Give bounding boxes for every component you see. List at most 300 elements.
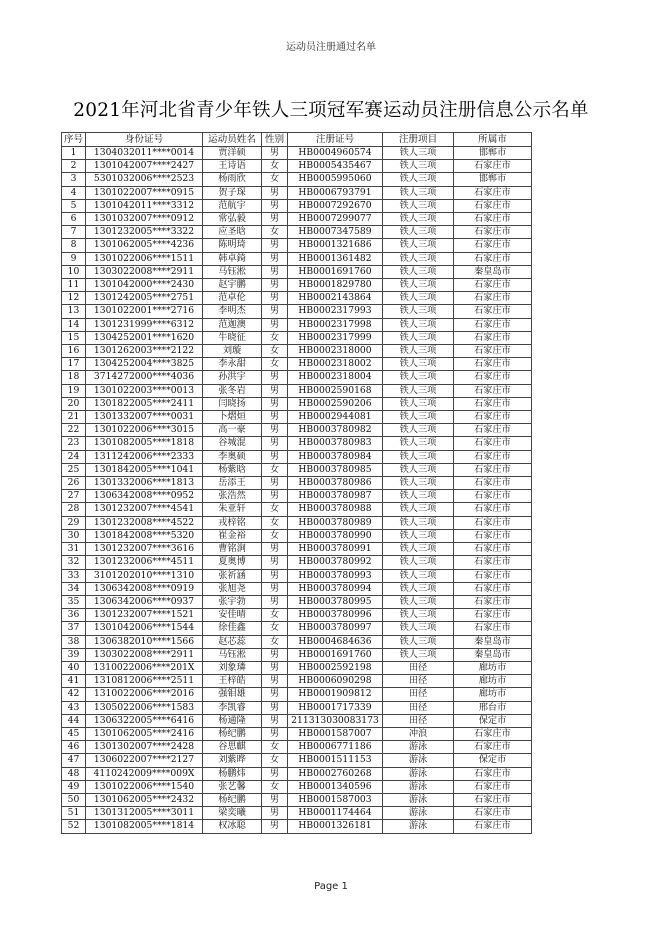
cell-registration-number: HB0002317999 [288,331,383,344]
cell-seq-number: 44 [62,714,86,727]
cell-id-number: 3101202010****1310 [86,569,203,582]
cell-id-number: 1304252004****3825 [86,358,203,371]
cell-seq-number: 31 [62,543,86,556]
cell-registration-number: HB0001174464 [288,807,383,820]
cell-registration-event: 铁人三项 [383,516,454,529]
cell-seq-number: 38 [62,635,86,648]
cell-athlete-name: 杨通隆 [203,714,262,727]
cell-athlete-name: 李奥硕 [203,450,262,463]
cell-city: 石家庄市 [454,741,532,754]
column-header-city: 所属市 [454,133,532,147]
table-row [62,331,532,344]
cell-id-number: 1301332007****0031 [86,411,203,424]
cell-seq-number: 29 [62,516,86,529]
cell-gender: 男 [262,820,288,833]
cell-registration-event: 铁人三项 [383,529,454,542]
cell-city: 石家庄市 [454,793,532,806]
table-row [62,582,532,595]
cell-seq-number: 4 [62,186,86,199]
cell-seq-number: 12 [62,292,86,305]
cell-seq-number: 34 [62,582,86,595]
cell-athlete-name: 范卓伦 [203,292,262,305]
cell-id-number: 1301022006****3015 [86,424,203,437]
table-row [62,516,532,529]
cell-seq-number: 33 [62,569,86,582]
cell-city: 廊坊市 [454,675,532,688]
cell-registration-number: HB0001326181 [288,820,383,833]
cell-city: 石家庄市 [454,516,532,529]
table-row [62,820,532,833]
cell-registration-number: HB0004960574 [288,147,383,160]
cell-registration-event: 游泳 [383,793,454,806]
cell-id-number: 5301032006****2523 [86,173,203,186]
cell-gender: 男 [262,569,288,582]
cell-registration-event: 铁人三项 [383,477,454,490]
cell-gender: 男 [262,648,288,661]
cell-athlete-name: 韩卓錡 [203,252,262,265]
table-row [62,265,532,278]
cell-registration-event: 铁人三项 [383,397,454,410]
cell-gender: 男 [262,807,288,820]
cell-id-number: 1311242006****2333 [86,450,203,463]
cell-gender: 男 [262,186,288,199]
table-row [62,622,532,635]
table-row [62,727,532,740]
cell-seq-number: 23 [62,437,86,450]
cell-id-number: 1306022007****2127 [86,754,203,767]
cell-athlete-name: 张旭尧 [203,582,262,595]
table-body [62,147,532,834]
cell-city: 石家庄市 [454,371,532,384]
cell-id-number: 1304032011****0014 [86,147,203,160]
registration-table [61,132,532,834]
cell-athlete-name: 马钰淞 [203,648,262,661]
cell-registration-number: HB0002318000 [288,345,383,358]
cell-id-number: 1310022006****2016 [86,688,203,701]
cell-gender: 男 [262,701,288,714]
cell-gender: 男 [262,477,288,490]
cell-city: 石家庄市 [454,384,532,397]
cell-city: 石家庄市 [454,437,532,450]
cell-seq-number: 20 [62,397,86,410]
cell-registration-event: 铁人三项 [383,265,454,278]
cell-registration-number: HB0006090298 [288,675,383,688]
cell-athlete-name: 杨纪鹏 [203,793,262,806]
cell-seq-number: 49 [62,780,86,793]
cell-seq-number: 15 [62,331,86,344]
cell-registration-event: 铁人三项 [383,371,454,384]
cell-seq-number: 36 [62,609,86,622]
cell-registration-event: 铁人三项 [383,556,454,569]
cell-seq-number: 50 [62,793,86,806]
table-row [62,807,532,820]
cell-city: 石家庄市 [454,186,532,199]
cell-registration-event: 铁人三项 [383,424,454,437]
cell-gender: 男 [262,450,288,463]
table-row [62,793,532,806]
cell-seq-number: 35 [62,595,86,608]
cell-seq-number: 14 [62,318,86,331]
cell-registration-number: HB0001361482 [288,252,383,265]
cell-gender: 男 [262,318,288,331]
cell-athlete-name: 孙洪宇 [203,371,262,384]
cell-city: 石家庄市 [454,582,532,595]
cell-registration-number: HB0002590168 [288,384,383,397]
table-row [62,252,532,265]
cell-athlete-name: 张冬岩 [203,384,262,397]
table-row [62,741,532,754]
cell-seq-number: 6 [62,213,86,226]
cell-city: 石家庄市 [454,595,532,608]
cell-gender: 男 [262,252,288,265]
table-row [62,411,532,424]
cell-id-number: 1306382010****1566 [86,635,203,648]
cell-seq-number: 5 [62,199,86,212]
cell-seq-number: 46 [62,741,86,754]
cell-seq-number: 11 [62,279,86,292]
cell-city: 石家庄市 [454,213,532,226]
cell-gender: 女 [262,754,288,767]
cell-athlete-name: 谷城混 [203,437,262,450]
cell-athlete-name: 陈明琦 [203,239,262,252]
cell-registration-event: 铁人三项 [383,345,454,358]
cell-registration-number: HB0006793791 [288,186,383,199]
cell-registration-event: 铁人三项 [383,622,454,635]
cell-athlete-name: 张宇勃 [203,595,262,608]
cell-gender: 男 [262,371,288,384]
cell-registration-event: 铁人三项 [383,186,454,199]
cell-athlete-name: 杨纪鹏 [203,727,262,740]
cell-registration-number: HB0001717339 [288,701,383,714]
table-row [62,714,532,727]
cell-gender: 男 [262,384,288,397]
cell-registration-number: HB0002317993 [288,305,383,318]
cell-registration-number: HB0003780983 [288,437,383,450]
cell-seq-number: 27 [62,490,86,503]
cell-id-number: 1306322005****6416 [86,714,203,727]
column-header-seq-number: 序号 [62,133,86,147]
cell-id-number: 1301082005****1814 [86,820,203,833]
cell-seq-number: 24 [62,450,86,463]
cell-city: 石家庄市 [454,477,532,490]
table-row [62,424,532,437]
cell-athlete-name: 卜熠烜 [203,411,262,424]
cell-id-number: 1301022001****2716 [86,305,203,318]
cell-gender: 女 [262,358,288,371]
cell-seq-number: 37 [62,622,86,635]
cell-registration-event: 铁人三项 [383,239,454,252]
cell-city: 石家庄市 [454,331,532,344]
cell-athlete-name: 曹铭涧 [203,543,262,556]
cell-registration-event: 铁人三项 [383,226,454,239]
cell-city: 石家庄市 [454,424,532,437]
cell-gender: 男 [262,661,288,674]
cell-id-number: 1301242005****2751 [86,292,203,305]
cell-athlete-name: 范迦澳 [203,318,262,331]
cell-city: 廊坊市 [454,661,532,674]
cell-gender: 女 [262,622,288,635]
table-row [62,635,532,648]
cell-registration-number: HB0006771186 [288,741,383,754]
cell-gender: 女 [262,173,288,186]
table-row [62,279,532,292]
cell-athlete-name: 赵芯蕊 [203,635,262,648]
cell-registration-event: 田径 [383,661,454,674]
cell-seq-number: 10 [62,265,86,278]
table-row [62,371,532,384]
cell-registration-event: 铁人三项 [383,331,454,344]
cell-athlete-name: 崔金裕 [203,529,262,542]
cell-athlete-name: 杨鹏炜 [203,767,262,780]
cell-id-number: 1301062005****2432 [86,793,203,806]
table-row [62,199,532,212]
cell-athlete-name: 常弘毅 [203,213,262,226]
cell-seq-number: 32 [62,556,86,569]
cell-registration-event: 铁人三项 [383,463,454,476]
cell-registration-event: 铁人三项 [383,503,454,516]
cell-registration-event: 铁人三项 [383,147,454,160]
cell-registration-number: HB0003780985 [288,463,383,476]
table-row [62,543,532,556]
cell-id-number: 1301262003****2122 [86,345,203,358]
table-row [62,450,532,463]
cell-registration-event: 铁人三项 [383,292,454,305]
cell-registration-number: HB0001321686 [288,239,383,252]
cell-registration-number: HB0003780997 [288,622,383,635]
cell-registration-event: 游泳 [383,820,454,833]
cell-gender: 女 [262,160,288,173]
table-row [62,173,532,186]
cell-seq-number: 9 [62,252,86,265]
cell-id-number: 1301042006****1544 [86,622,203,635]
cell-registration-number: 211313030083173 [288,714,383,727]
cell-city: 石家庄市 [454,490,532,503]
cell-id-number: 1306342008****0919 [86,582,203,595]
cell-seq-number: 42 [62,688,86,701]
cell-registration-event: 田径 [383,714,454,727]
cell-registration-number: HB0001587003 [288,793,383,806]
cell-athlete-name: 闫晓扬 [203,397,262,410]
cell-seq-number: 43 [62,701,86,714]
cell-city: 石家庄市 [454,450,532,463]
cell-athlete-name: 朱亚轩 [203,503,262,516]
cell-id-number: 1303022008****2911 [86,648,203,661]
cell-athlete-name: 王梓皓 [203,675,262,688]
cell-gender: 女 [262,516,288,529]
cell-id-number: 1301842008****5320 [86,529,203,542]
cell-registration-event: 铁人三项 [383,358,454,371]
cell-city: 石家庄市 [454,199,532,212]
cell-gender: 女 [262,331,288,344]
cell-id-number: 1301022006****1540 [86,780,203,793]
cell-gender: 男 [262,292,288,305]
cell-registration-event: 铁人三项 [383,199,454,212]
cell-city: 廊坊市 [454,688,532,701]
cell-id-number: 1301231999****6312 [86,318,203,331]
cell-city: 石家庄市 [454,807,532,820]
cell-athlete-name: 杨雨欣 [203,173,262,186]
cell-seq-number: 22 [62,424,86,437]
cell-city: 石家庄市 [454,358,532,371]
cell-seq-number: 2 [62,160,86,173]
cell-city: 石家庄市 [454,305,532,318]
cell-athlete-name: 李凯睿 [203,701,262,714]
cell-registration-number: HB0003780991 [288,543,383,556]
cell-seq-number: 26 [62,477,86,490]
cell-gender: 男 [262,147,288,160]
cell-seq-number: 13 [62,305,86,318]
cell-gender: 女 [262,780,288,793]
cell-athlete-name: 赵宇鹏 [203,279,262,292]
cell-registration-number: HB0001829780 [288,279,383,292]
cell-gender: 男 [262,490,288,503]
cell-city: 石家庄市 [454,569,532,582]
cell-seq-number: 41 [62,675,86,688]
table-row [62,384,532,397]
table-row [62,569,532,582]
cell-registration-number: HB0001340596 [288,780,383,793]
cell-registration-number: HB0005995060 [288,173,383,186]
cell-registration-event: 铁人三项 [383,635,454,648]
column-header-athlete-name: 运动员姓名 [203,133,262,147]
cell-registration-number: HB0001691760 [288,648,383,661]
cell-registration-event: 田径 [383,688,454,701]
cell-gender: 男 [262,714,288,727]
cell-city: 石家庄市 [454,727,532,740]
table-row [62,661,532,674]
cell-id-number: 1301022006****1511 [86,252,203,265]
cell-registration-number: HB0003780986 [288,477,383,490]
cell-city: 石家庄市 [454,609,532,622]
cell-athlete-name: 强钼雄 [203,688,262,701]
cell-id-number: 1301822005****2411 [86,397,203,410]
table-row [62,701,532,714]
cell-city: 邯郸市 [454,147,532,160]
table-row [62,437,532,450]
cell-registration-number: HB0003780993 [288,569,383,582]
cell-city: 石家庄市 [454,345,532,358]
cell-registration-event: 游泳 [383,767,454,780]
cell-id-number: 1310022006****201X [86,661,203,674]
cell-seq-number: 51 [62,807,86,820]
cell-gender: 男 [262,582,288,595]
cell-gender: 男 [262,543,288,556]
cell-athlete-name: 岳添王 [203,477,262,490]
table-row [62,397,532,410]
cell-registration-event: 铁人三项 [383,582,454,595]
cell-id-number: 1304252001****1620 [86,331,203,344]
cell-city: 邢台市 [454,701,532,714]
cell-registration-event: 铁人三项 [383,437,454,450]
cell-athlete-name: 安佳晴 [203,609,262,622]
cell-id-number: 1303022008****2911 [86,265,203,278]
cell-registration-number: HB0002143864 [288,292,383,305]
cell-athlete-name: 张浩然 [203,490,262,503]
cell-gender: 女 [262,503,288,516]
cell-seq-number: 30 [62,529,86,542]
cell-registration-event: 游泳 [383,780,454,793]
cell-id-number: 1301042000****2430 [86,279,203,292]
cell-registration-number: HB0002318002 [288,358,383,371]
cell-registration-event: 田径 [383,701,454,714]
cell-id-number: 1301062005****2416 [86,727,203,740]
cell-city: 石家庄市 [454,160,532,173]
cell-registration-number: HB0007292670 [288,199,383,212]
cell-gender: 男 [262,675,288,688]
cell-seq-number: 48 [62,767,86,780]
cell-athlete-name: 范航宇 [203,199,262,212]
cell-id-number: 1301032007****0912 [86,213,203,226]
cell-seq-number: 25 [62,463,86,476]
cell-city: 石家庄市 [454,226,532,239]
cell-registration-number: HB0003780996 [288,609,383,622]
cell-seq-number: 3 [62,173,86,186]
cell-gender: 男 [262,437,288,450]
cell-city: 石家庄市 [454,780,532,793]
cell-registration-event: 铁人三项 [383,543,454,556]
cell-city: 保定市 [454,714,532,727]
cell-gender: 女 [262,529,288,542]
cell-id-number: 1301022003****0013 [86,384,203,397]
cell-id-number: 1301302007****2428 [86,741,203,754]
cell-id-number: 1301232006****4511 [86,556,203,569]
cell-athlete-name: 梁奕曦 [203,807,262,820]
cell-athlete-name: 张祈涵 [203,569,262,582]
cell-athlete-name: 王诗语 [203,160,262,173]
cell-seq-number: 18 [62,371,86,384]
cell-athlete-name: 应圣晗 [203,226,262,239]
table-row [62,463,532,476]
table-row [62,226,532,239]
cell-athlete-name: 刘紫晔 [203,754,262,767]
cell-registration-event: 游泳 [383,741,454,754]
table-row [62,477,532,490]
cell-registration-number: HB0003780995 [288,595,383,608]
cell-id-number: 3714272000****4036 [86,371,203,384]
cell-id-number: 1306342008****0952 [86,490,203,503]
running-header: 运动员注册通过名单 [286,42,376,53]
cell-gender: 男 [262,305,288,318]
table-row [62,305,532,318]
cell-city: 石家庄市 [454,556,532,569]
cell-seq-number: 17 [62,358,86,371]
cell-seq-number: 1 [62,147,86,160]
cell-city: 石家庄市 [454,463,532,476]
cell-athlete-name: 谷思麒 [203,741,262,754]
cell-gender: 男 [262,265,288,278]
cell-athlete-name: 贺子琛 [203,186,262,199]
cell-registration-number: HB0003780988 [288,503,383,516]
cell-seq-number: 39 [62,648,86,661]
cell-city: 邯郸市 [454,173,532,186]
cell-city: 石家庄市 [454,397,532,410]
cell-city: 石家庄市 [454,239,532,252]
cell-registration-event: 田径 [383,675,454,688]
cell-city: 石家庄市 [454,279,532,292]
table-row [62,160,532,173]
cell-seq-number: 16 [62,345,86,358]
cell-registration-event: 游泳 [383,807,454,820]
table-row [62,556,532,569]
cell-registration-event: 铁人三项 [383,490,454,503]
cell-id-number: 1310812006****2511 [86,675,203,688]
cell-registration-number: HB0003780992 [288,556,383,569]
cell-registration-event: 铁人三项 [383,384,454,397]
cell-city: 石家庄市 [454,318,532,331]
cell-id-number: 4110242009****009X [86,767,203,780]
cell-id-number: 1306342006****0937 [86,595,203,608]
cell-city: 石家庄市 [454,503,532,516]
